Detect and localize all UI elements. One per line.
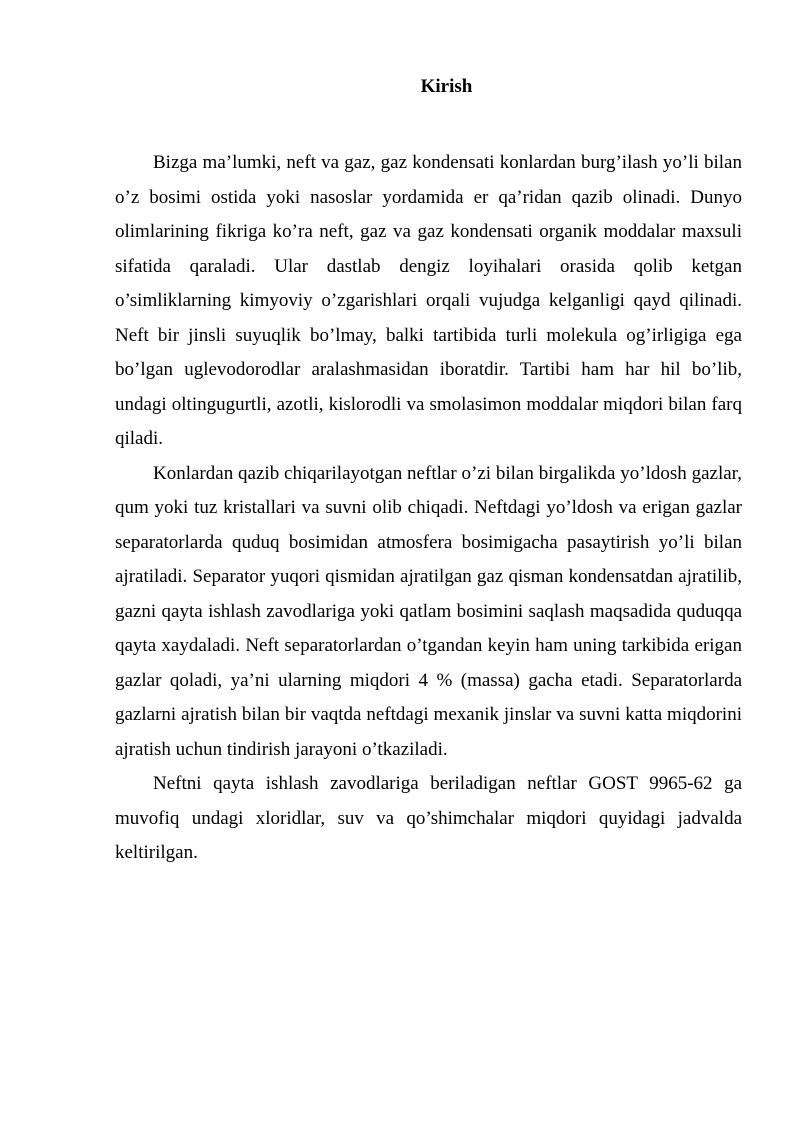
paragraph-3: Neftni qayta ishlash zavodlariga beriladigan neftlar GOST 9965-62 ga muvofiq undagi xloridlar, suv va qo’shimchalar miqdori quyidagi jadvalda keltirilgan.: [115, 773, 742, 863]
page-title: Kirish: [420, 76, 473, 97]
paragraph-1: Bizga ma’lumki, neft va gaz, gaz kondensati konlardan burg’ilash yo’li bilan o’z bosimi ostida yoki nasoslar yordamida er qa’ridan qazib olinadi. Dunyo olimlarining fikriga ko’ra neft, gaz va gaz kondensati organik moddalar maxsuli sifatida qaraladi. Ular dastlab dengiz loyihalari orasida qolib ketgan o’simliklarning kimyoviy o’zgarishlari orqali vujudga kelganligi qayd qilinadi. Neft bir jinsli suyuqlik bo’lmay, balki tartibida turli molekula og’irligiga ega bo’lgan uglevodorodlar aralashmasidan iboratdir. Tartibi ham har hil bo’lib, undagi oltingugurtli, azotli, kislorodli va smolasimon moddalar miqdori bilan farq qiladi.: [115, 152, 742, 449]
document-body: [115, 146, 742, 871]
paragraph-2: Konlardan qazib chiqarilayotgan neftlar o’zi bilan birgalikda yo’ldosh gazlar, qum yoki tuz kristallari va suvni olib chiqadi. Neftdagi yo’ldosh va erigan gazlar separatorlarda quduq bosimidan atmosfera bosimigacha pasaytirish yo’li bilan ajratiladi. Separator yuqori qismidan ajratilgan gaz qisman kondensatdan ajratilib, gazni qayta ishlash zavodlariga yoki qatlam bosimini saqlash maqsadida quduqqa qayta xaydaladi. Neft separatorlardan o’tgandan keyin ham uning tarkibida erigan gazlar qoladi, ya’ni ularning miqdori 4 % (massa) gacha etadi. Separatorlarda gazlarni ajratish bilan bir vaqtda neftdagi mexanik jinslar va suvni katta miqdorini ajratish uchun tindirish jarayoni o’tkaziladi.: [115, 462, 742, 760]
